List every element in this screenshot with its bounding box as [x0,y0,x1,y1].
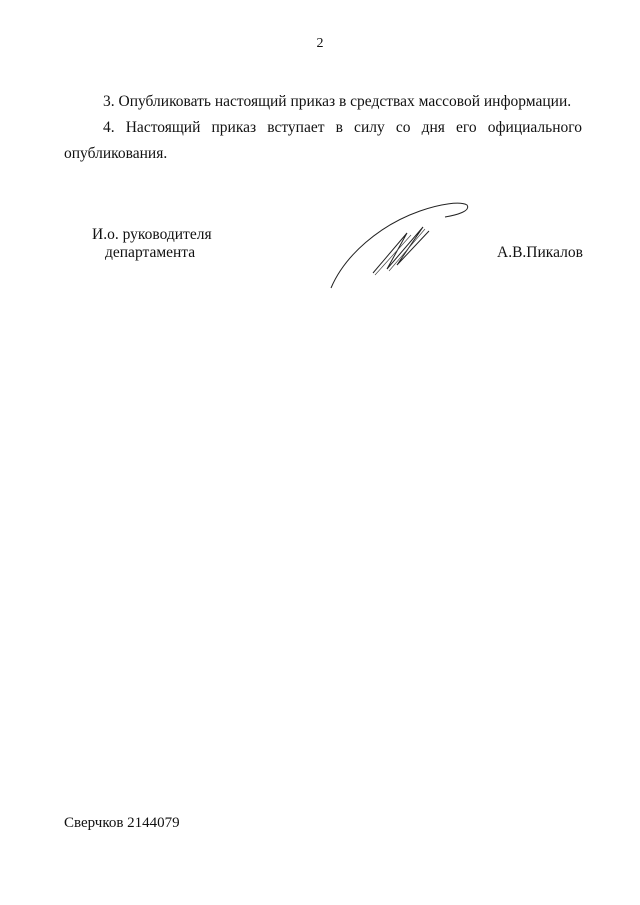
signer-position-line-1: И.о. руководителя [92,226,212,243]
page-number: 2 [316,36,324,51]
signer-position-line-2: департамента [105,244,196,261]
signer-name: А.В.Пикалов [497,244,583,261]
paragraph-4-line-1: 4. Настоящий приказ вступает в силу со дня его официального [103,119,582,136]
paragraph-3: 3. Опубликовать настоящий приказ в средствах массовой информации. [103,93,572,110]
executor-footer: Сверчков 2144079 [64,815,180,831]
paragraph-4-line-2: опубликования. [64,145,168,162]
handwritten-signature [325,195,475,295]
